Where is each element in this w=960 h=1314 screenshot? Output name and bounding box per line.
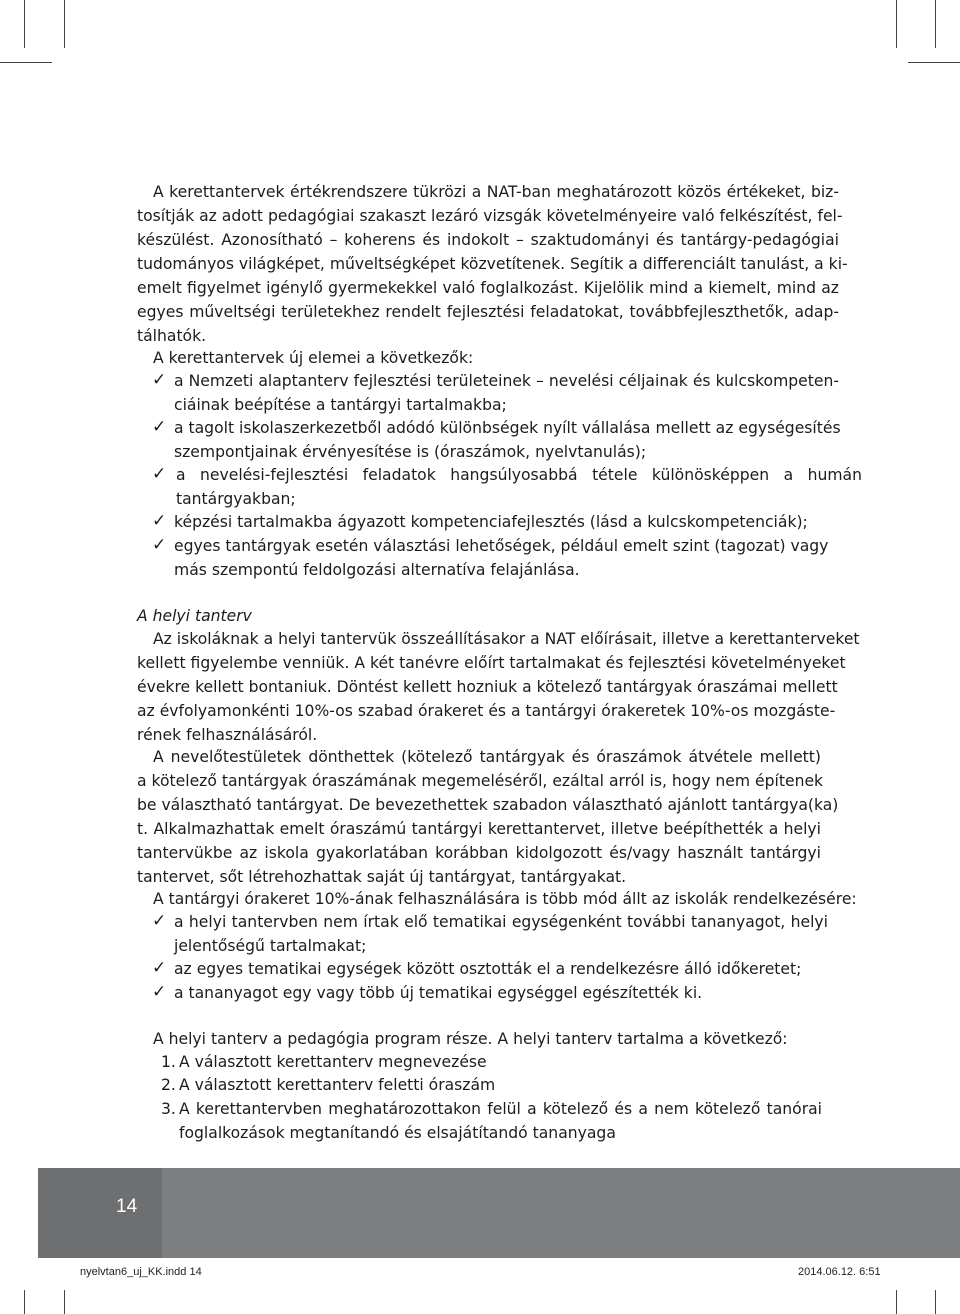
- text-line: készülést. Azonosítható – koherens és indokolt – szaktudományi és tantárgy-pedagógiai: [137, 231, 839, 249]
- crop-mark: [64, 1290, 65, 1314]
- checkmark-icon: ✓: [152, 535, 167, 555]
- text-line: t. Alkalmazhattak emelt óraszámú tantárgyi kerettantervet, illetve beépíthették a helyi: [137, 820, 821, 838]
- crop-mark: [24, 0, 25, 48]
- checkmark-icon: ✓: [152, 982, 167, 1002]
- crop-mark: [0, 62, 52, 63]
- list-item-line: A választott kerettanterv megnevezése: [179, 1053, 487, 1071]
- checkmark-icon: ✓: [152, 464, 167, 484]
- checkmark-icon: ✓: [152, 417, 167, 437]
- text-line: tosítják az adott pedagógiai szakaszt lezáró vizsgák követelményeire való felkészítést, fel-: [137, 207, 843, 225]
- text-line: egyes műveltségi területekhez rendelt fejlesztési feladatokat, továbbfejleszthetők, adap-: [137, 303, 839, 321]
- list-item-line: jelentőségű tartalmakat;: [174, 937, 367, 955]
- list-item-line: ciáinak beépítése a tantárgyi tartalmakba;: [174, 396, 507, 414]
- list-item-line: a tagolt iskolaszerkezetből adódó különbségek nyílt vállalása mellett az egységesítés: [174, 419, 841, 437]
- list-item-line: az egyes tematikai egységek között osztották el a rendelkezésre álló időkeretet;: [174, 960, 802, 978]
- checkmark-icon: ✓: [152, 511, 167, 531]
- section-heading: A helyi tanterv: [137, 607, 252, 625]
- text-line: a kötelező tantárgyak óraszámának megemeléséről, ezáltal arról is, hogy nem építenek: [137, 772, 824, 790]
- crop-mark: [908, 62, 960, 63]
- text-line: emelt figyelmet igénylő gyermekekkel való foglalkozást. Kijelölik mind a kiemelt, mind az: [137, 279, 839, 297]
- crop-mark: [896, 1290, 897, 1314]
- text-line: kellett figyelembe venniük. A két tanévre előírt tartalmakat és fejlesztési követelményeket: [137, 654, 846, 672]
- crop-mark: [935, 1290, 936, 1314]
- new-elements-intro: A kerettantervek új elemei a következők:: [153, 349, 474, 367]
- slug-filename: nyelvtan6_uj_KK.indd 14: [80, 1266, 202, 1278]
- list-item-line: képzési tartalmakba ágyazott kompetenciafejlesztés (lásd a kulcskompetenciák);: [174, 513, 808, 531]
- text-line: az évfolyamonkénti 10%-os szabad órakeret és a tantárgyi órakeretek 10%-os mozgáste-: [137, 702, 836, 720]
- checkmark-icon: ✓: [152, 911, 167, 931]
- list-item-line: a tananyagot egy vagy több új tematikai egységgel egészítették ki.: [174, 984, 703, 1002]
- footer-band: [38, 1168, 960, 1258]
- list-number: 3.: [161, 1100, 176, 1118]
- hours-intro: A tantárgyi órakeret 10%-ának felhasználására is több mód állt az iskolák rendelkezésére:: [153, 890, 857, 908]
- text-line: tantervet, sőt létrehozhattak saját új tantárgyat, tantárgyakat.: [137, 868, 627, 886]
- checkmark-icon: ✓: [152, 958, 167, 978]
- list-number: 1.: [161, 1053, 176, 1071]
- list-item-line: egyes tantárgyak esetén választási lehetőségek, például emelt szint (tagozat) vagy: [174, 537, 829, 555]
- crop-mark: [896, 0, 897, 48]
- crop-mark: [24, 1290, 25, 1314]
- crop-mark: [935, 0, 936, 48]
- checkmark-icon: ✓: [152, 370, 167, 390]
- text-line: tudományos világképet, műveltségképet közvetítenek. Segítik a differenciált tanulást, a ki-: [137, 255, 848, 273]
- list-item-line: más szempontú feldolgozási alternatíva felajánlása.: [174, 561, 580, 579]
- text-line: Az iskoláknak a helyi tantervük összeállításakor a NAT előírásait, illetve a kerettanterveket: [153, 630, 860, 648]
- text-line: A nevelőtestületek dönthettek (kötelező tantárgyak és óraszámok átvétele mellett): [153, 748, 821, 766]
- local-curriculum-intro: A helyi tanterv a pedagógia program része. A helyi tanterv tartalma a következő:: [153, 1030, 788, 1048]
- page-number: 14: [116, 1196, 138, 1217]
- slug-date: 2014.06.12. 6:51: [798, 1266, 881, 1278]
- footer-page-tab: [38, 1168, 162, 1258]
- text-line: be választható tantárgyat. De bevezethettek szabadon választható ajánlott tantárgya(ka): [137, 796, 839, 814]
- list-item-line: a Nemzeti alaptanterv fejlesztési területeinek – nevelési céljainak és kulcskompeten-: [174, 372, 839, 390]
- list-item-line: foglalkozások megtanítandó és elsajátítandó tananyaga: [179, 1124, 616, 1142]
- text-line: évekre kellett bontaniuk. Döntést kellett hozniuk a kötelező tantárgyak óraszámai mellett: [137, 678, 838, 696]
- text-line: rének felhasználásáról.: [137, 726, 318, 744]
- list-item-line: szempontjainak érvényesítése is (óraszámok, nyelvtanulás);: [174, 443, 647, 461]
- list-item-line: A kerettantervben meghatározottakon felül a kötelező és a nem kötelező tanórai: [179, 1100, 822, 1118]
- list-item-line: a helyi tantervben nem írtak elő tematikai egységenként további tananyagot, helyi: [174, 913, 828, 931]
- text-line: A kerettantervek értékrendszere tükrözi a NAT-ban meghatározott közös értékeket, biz-: [153, 183, 839, 201]
- list-item-line: tantárgyakban;: [176, 490, 296, 508]
- text-line: tantervükbe az iskola gyakorlatában korábban kidolgozott és/vagy használt tantárgyi: [137, 844, 821, 862]
- list-item-line: A választott kerettanterv feletti óraszám: [179, 1076, 496, 1094]
- list-item-line: a nevelési-fejlesztési feladatok hangsúlyosabbá tétele különösképpen a humán: [176, 466, 862, 484]
- crop-mark: [64, 0, 65, 48]
- list-number: 2.: [161, 1076, 176, 1094]
- text-line: tálhatók.: [137, 327, 207, 345]
